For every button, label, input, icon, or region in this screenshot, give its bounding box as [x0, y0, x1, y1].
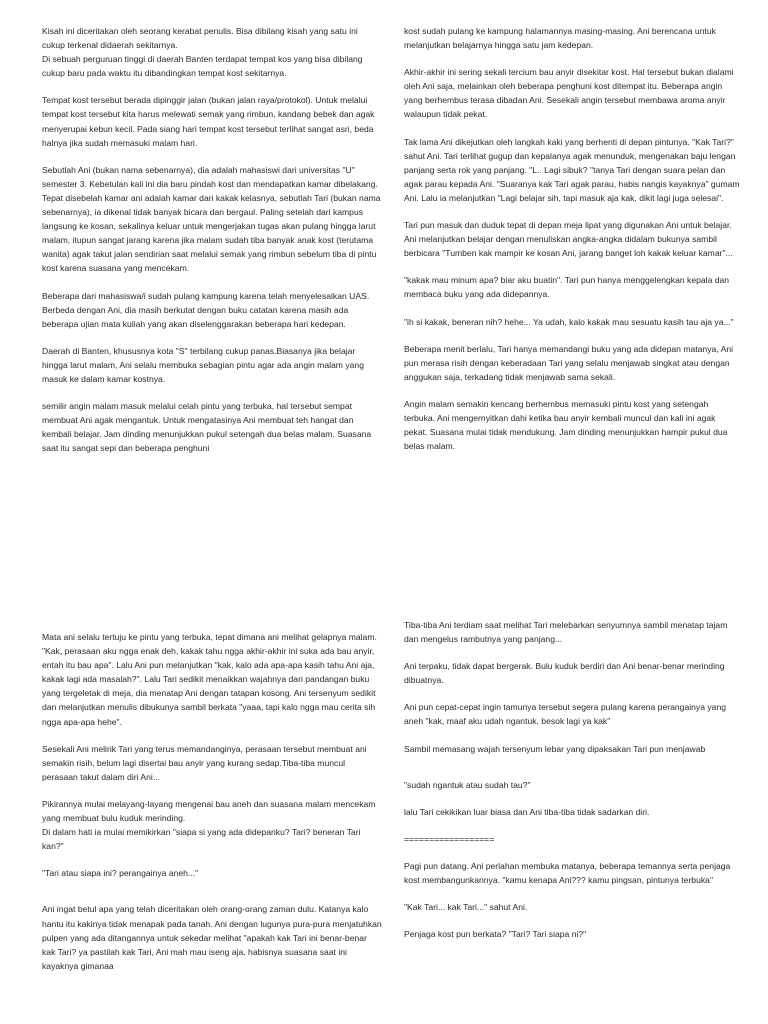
paragraph: Beberapa dari mahasiswa/i sudah pulang kampung karena telah menyelesaikan UAS. Berbeda dengan Ani, dia masih berkutat dengan buku catatan karena masih ada beberapa ujian mata kuliah yang akan diselenggarakan beberapa hari kedepan.	[42, 290, 370, 329]
paragraph: "ih si kakak, beneran nih? hehe... Ya udah, kalo kakak mau sesuatu kasih tau aja ya..."	[404, 316, 734, 327]
paragraph: Ani terpaku, tidak dapat bergerak. Bulu kuduk berdiri dan Ani benar-benar merinding dibuatnya.	[404, 661, 725, 686]
paragraph: lalu Tari cekikikan luar biasa dan Ani tiba-tiba tidak sadarkan diri.	[404, 806, 650, 817]
page-2-left-column	[42, 630, 382, 986]
paragraph: Daerah di Banten, khususnya kota "S" terbilang cukup panas.Biasanya jika belajar hingga larut malam, Ani selalu membuka sebagian pintu agar ada angin malam yang masuk ke dalam kamar kostnya.	[42, 345, 364, 384]
paragraph: "kakak mau minum apa? biar aku buatin". Tari pun hanya menggelengkan kepala dan membaca buku yang ada didepannya.	[404, 275, 730, 300]
paragraph: "Kak Tari... kak Tari..." sahut Ani.	[404, 902, 528, 913]
paragraph: Beberapa menit berlalu, Tari hanya memandangi buku yang ada didepan matanya, Ani pun merasa risih dengan keberadaan Tari yang selalu menjawab singkat atau dengan anggukan saja, terkadang tidak menjawab sama sekali.	[404, 343, 734, 382]
paragraph: semilir angin malam masuk melalui celah pintu yang terbuka, hal tersebut sempat membuat Ani agak mengantuk. Untuk mengatasinya Ani membuat teh hangat dan kembali belajar. Jam dinding menunjukkan pukul setengah dua belas malam. Suasana saat itu sangat sepi dan beberapa penghuni	[42, 401, 372, 454]
paragraph: Mata ani selalu tertuju ke pintu yang terbuka, tepat dimana ani melihat gelapnya malam. "Kak, perasaan aku ngga enak deh, kakak tahu ngga akhir-akhir ini suka ada bau anyir, entah itu bau apa". Lalu Ani pun melanjutkan "kak, kalo ada apa-apa kasih tahu Ani aja, kakak lagi ada masalah?". Lalu Tari sedikit menaikkan wajahnya dari pandangan buku yang tergeletak di meja, dia menatap Ani dengan tatapan kosong. Ani tersenyum sedikit dan melanjutkan menulis dibukunya sambil berkata "yaaa, tapi kalo ngga mau cerita sih ngga apa-apa hehe".	[42, 632, 377, 727]
paragraph: Tak lama Ani dikejutkan oleh langkah kaki yang berhenti di depan pintunya. "Kak Tari?" sahut Ani. Tari terlihat gugup dan kepalanya agak menunduk, mengenakan baju lengan panjang serta rok yang panjang. "L.. Lagi sibuk? "tanya Tari dengan suara pelan dan agak parau kepada Ani. "Suaranya kak Tari agak parau, habis nangis kayaknya" gumam Ani. Lalu ia melanjutkan "Lagi belajar sih, tapi masuk aja kak, dikit lagi juga selesai".	[404, 136, 740, 203]
paragraph: Angin malam semakin kencang berhembus memasuki pintu kost yang setengah terbuka. Ani mengernyitkan dahi ketika bau anyir kembali muncul dan kali ini agak pekat. Suasana mulai tidak mendukung. Jam dinding menunjukkan hampir pukul dua belas malam.	[404, 398, 728, 452]
paragraph: "sudah ngantuk atau sudah tau?"	[404, 779, 531, 790]
page-1-left-column	[42, 24, 382, 468]
paragraph: Ani pun cepat-cepat ingin tamunya tersebut segera pulang karena perangainya yang aneh "kak, maaf aku udah ngantuk, besok lagi ya kak"	[404, 702, 727, 727]
paragraph: Pagi pun datang. Ani perlahan membuka matanya, beberapa temannya serta penjaga kost membangunkannya. "kamu kenapa Ani??? kamu pingsan, pintunya terbuka"	[404, 860, 731, 886]
paragraph: Sambil memasang wajah tersenyum lebar yang dipaksakan Tari pun menjawab	[404, 743, 706, 754]
paragraph: kost sudah pulang ke kampung halamannya masing-masing. Ani berencana untuk melanjutkan belajarnya hingga satu jam kedepan.	[404, 26, 716, 51]
paragraph: Akhir-akhir ini sering sekali tercium bau anyir disekitar kost. Hal tersebut bukan dialami oleh Ani saja, melainkan oleh beberapa penghuni kost ditempat itu. Beberapa angin yang berhembus terasa dibadan Ani. Sesekali angin tersebut membawa aroma anyir walaupun tidak pekat.	[404, 67, 734, 120]
paragraph: Tari pun masuk dan duduk tepat di depan meja lipat yang digunakan Ani untuk belajar. Ani melanjutkan belajar dengan menuliskan angka-angka didalam bukunya sambil berbicara "Tumben kak mampir ke kosan Ani, jarang banget loh kakak keluar kamar"...	[404, 220, 733, 259]
page-1-right-column	[404, 24, 740, 466]
paragraph: Sebutlah Ani (bukan nama sebenarnya), dia adalah mahasiswi dari universitas "U" semester 3. Kebetulan kali ini dia baru pindah kost dan mendapatkan kamar dibelakang. Tepat disebelah kamar ani adalah kamar dari kakak kelasnya, sebutlah Tari (bukan nama sebenarnya), ia dikenal tidak banyak bicara dan bergaul. Paling setelah dari kampus langsung ke kosan, sekalinya keluar untuk mengerjakan tugas akan pulang hingga larut malam, itupun sangat jarang karena jika malam sudah tiba banyak anak kost (terutama wanita) agak takut jalan sendirian saat melalui semak yang rimbun sebelum tiba di pintu kost karena suasana yang mencekam.	[42, 164, 381, 274]
page-2-right-column	[404, 618, 740, 954]
paragraph: Tempat kost tersebut berada dipinggir jalan (bukan jalan raya/protokol). Untuk melalui tempat kost tersebut kita harus melewati semak yang rimbun, kandang bebek dan agak menyerupai kebun kecil. Pada siang hari tempat kost tersebut terlihat sangat asri, beda halnya jika sudah memasuki malam hari.	[42, 95, 375, 148]
paragraph: Ani ingat betul apa yang telah diceritakan oleh orang-orang zaman dulu. Katanya kalo hantu itu kakinya tidak menapak pada tanah. Ani dengan lugunya pura-pura menjatuhkan pulpen yang ada ditangannya untuk sekedar melihat "apakah kak Tari ini benar-benar kak Tari? ya pastilah kak Tari, Ani mah mau iseng aja, habisnya suasana saat ini kayaknya gimanaa	[42, 904, 382, 971]
document-page-2	[0, 600, 768, 1024]
paragraph: Tiba-tiba Ani terdiam saat melihat Tari melebarkan senyumnya sambil menatap tajam dan mengelus rambutnya yang panjang...	[404, 620, 728, 645]
section-divider: ==================	[404, 833, 495, 844]
paragraph: Kisah ini diceritakan oleh seorang kerabat penulis. Bisa dibilang kisah yang satu ini cukup terkenal didaerah sekitarnya. Di sebuah perguruan tinggi di daerah Banten terdapat tempat kos yang bisa dibilang cukup baru pada waktu itu dibandingkan tempat kost sekitarnya.	[42, 26, 363, 79]
paragraph: Sesekali Ani melirik Tari yang terus memandanginya, perasaan tersebut membuat ani semakin risih, belum lagi disertai bau anyir yang kurang sedap.Tiba-tiba muncul perasaan takut dalam diri Ani...	[42, 743, 367, 782]
paragraph: "Tari atau siapa ini? perangainya aneh..."	[42, 868, 199, 879]
page-gap	[0, 578, 768, 600]
paragraph: Penjaga kost pun berkata? "Tari? Tari siapa ni?"	[404, 929, 587, 940]
paragraph: Pikirannya mulai melayang-layang mengenai bau aneh dan suasana malam mencekam yang membuat bulu kuduk merinding. Di dalam hati ia mulai memikirkan "siapa si yang ada didepanku? Tari? beneran Tari kan?"	[42, 798, 376, 852]
